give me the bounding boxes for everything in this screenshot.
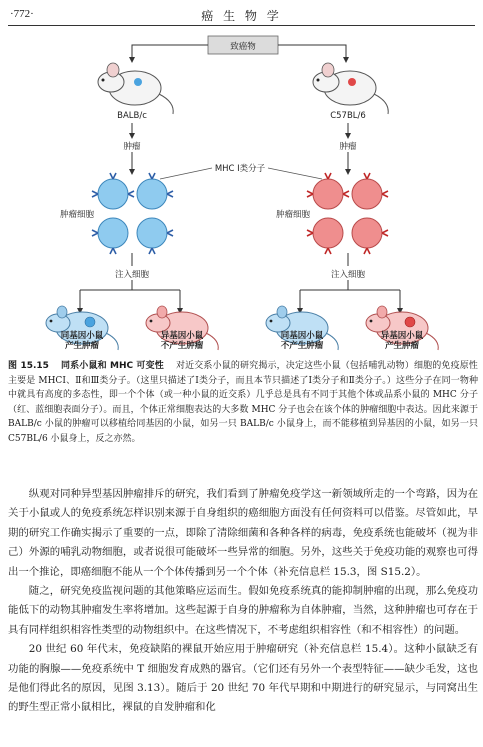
tumor-label-left: 肿瘤: [123, 142, 141, 152]
paragraph: 随之，研究免疫监视问题的其他策略应运而生。假如免疫系统真的能抑制肿瘤的出现，那么免疫功能低下的动物其肿瘤发生率将增加。这些起源于自身的肿瘤称为自体肿瘤，当然，这种肿瘤也可存在于具有同样组织相容性类型的动物组织中。在这些情况下，不考虑组织相容性（和不相容性）的问题。: [8, 585, 478, 636]
outcome-allogeneic-no-tumor: 异基因小鼠 不产生肿瘤: [160, 331, 204, 351]
page-number: ·772·: [10, 8, 34, 20]
page-header: [0, 0, 483, 26]
carcinogen-label: 致癌物: [230, 42, 256, 52]
strain-label-c57bl-6: C57BL/6: [330, 111, 366, 121]
paragraph: 20 世纪 60 年代末，免疫缺陷的裸鼠开始应用于肿瘤研究（补充信息栏 15.4）。这种小鼠缺乏有功能的胸腺——免疫系统中 T 细胞发育成熟的器官。（它们还有另外一个表型特征——缺少毛发，这也是他们得此名的原因，见图 3.13）。随后于 20 世纪 70 年代早期和中期进行的研究显示，与同窝出生的野生型正常小鼠相比，裸鼠的自发肿瘤和化: [8, 643, 478, 714]
tumor-spot-left: [134, 78, 142, 86]
strain-label-balb-c: BALB/c: [117, 111, 147, 121]
inject-cells-label-right: 注入细胞: [330, 270, 366, 280]
outcome-syngeneic-tumor: 同基因小鼠 产生肿瘤: [60, 331, 104, 351]
header-rule: [8, 25, 475, 26]
tumor-cells-red: [307, 173, 388, 254]
inject-cells-label-left: 注入细胞: [114, 270, 150, 280]
body-text: [8, 485, 478, 718]
tumor-label-right: 肿瘤: [339, 142, 357, 152]
caption-text: 对近交系小鼠的研究揭示，决定这些小鼠（包括哺乳动物）细胞的免疫原性主要是 MHCⅠ、Ⅱ和Ⅲ类分子。（这里只描述了Ⅰ类分子，而且本节只描述了Ⅰ类分子和Ⅱ类分子。）这些分子在同一物种中就具有高度的多态性，即一个个体（或一种小鼠的近交系）几乎总是具有不同于其他个体或品系小鼠的 MHC 分子（红、蓝细胞表面分子）。而且，个体正常细胞表达的大多数 MHC 分子也会在该个体的肿瘤细胞中表达。因此来源于 BALB/c 小鼠的肿瘤可以移植给同基因的小鼠，如另一只 BALB/c 小鼠身上，而不能移植到异基因的小鼠，如另一只 C57BL/6 小鼠身上，反之亦然。: [8, 361, 478, 444]
caption-title: 同系小鼠和 MHC 可变性: [60, 361, 164, 371]
mhc-molecule-label: MHC Ⅰ类分子: [214, 164, 266, 174]
outcome-allogeneic-tumor: 异基因小鼠 产生肿瘤: [380, 331, 424, 351]
tumor-cells-blue: [92, 173, 173, 254]
running-title: 癌 生 物 学: [201, 9, 282, 23]
tumor-spot-right: [348, 78, 356, 86]
tumor-grown-right: [405, 317, 415, 327]
tumor-cells-label-left: 肿瘤细胞: [60, 210, 95, 220]
caption-number: 图 15.15: [8, 361, 49, 371]
tumor-grown-left: [85, 317, 95, 327]
figure-15-15: [0, 28, 483, 363]
mouse-balb-c: [98, 63, 173, 114]
figure-caption: [8, 359, 478, 447]
figure-diagram: [0, 28, 483, 363]
mouse-c57bl-6: [313, 63, 388, 114]
outcome-syngeneic-no-tumor: 同基因小鼠 不产生肿瘤: [280, 331, 324, 351]
tumor-cells-label-right: 肿瘤细胞: [276, 210, 311, 220]
paragraph: 纵观对同种异型基因肿瘤排斥的研究，我们看到了肿瘤免疫学这一新领域所走的一个弯路，因为在关于小鼠或人的免疫系统怎样识别来源于自身组织的癌细胞方面没有任何资料可以借鉴。尽管如此，早期的研究工作确实揭示了重要的一点，即除了清除细菌和各种各样的病毒，免疫系统也能破坏（视为非己）外源的哺乳动物细胞，或者说很可能破坏一些异常的细胞。另外，这些关于免疫功能的观察也可得出一个推论，即癌细胞不能从一个个体传播到另一个个体（补充信息栏 15.3，图 S15.2）。: [8, 488, 478, 578]
